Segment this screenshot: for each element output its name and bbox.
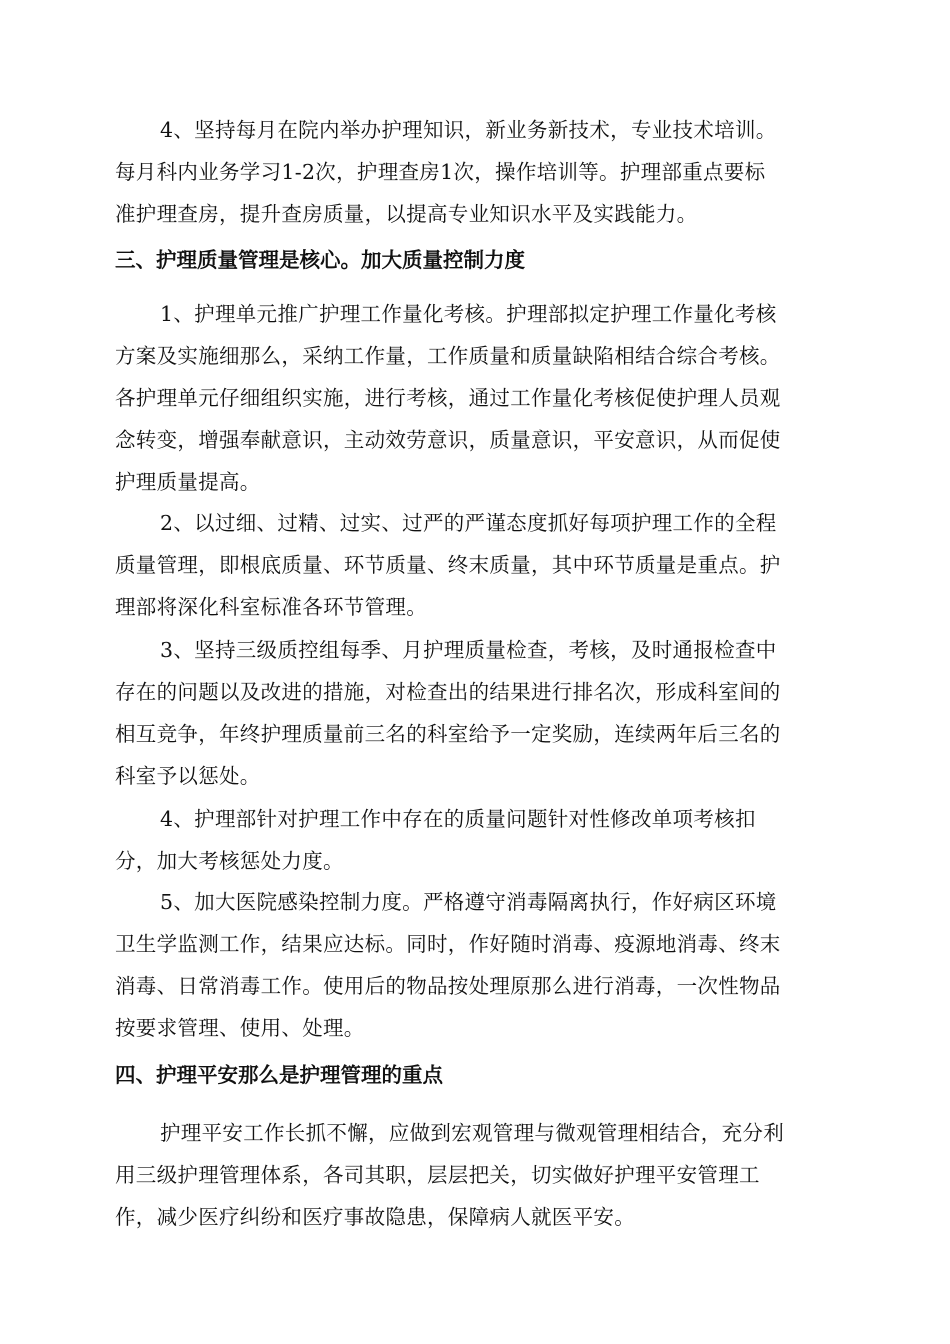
text-line: 每月科内业务学习1-2次，护理查房1次，操作培训等。护理部重点要标 (115, 160, 766, 184)
text-line: 4、护理部针对护理工作中存在的质量问题针对性修改单项考核扣 (160, 807, 756, 831)
text-line: 各护理单元仔细组织实施，进行考核，通过工作量化考核促使护理人员观 (115, 386, 781, 410)
paragraph-training-4 (115, 112, 835, 233)
paragraph-quality-5 (115, 884, 835, 1047)
text-line: 质量管理，即根底质量、环节质量、终末质量，其中环节质量是重点。护 (115, 553, 781, 577)
text-line: 卫生学监测工作，结果应达标。同时，作好随时消毒、疫源地消毒、终末 (115, 932, 781, 956)
text-line: 科室予以惩处。 (115, 764, 261, 788)
text-line: 1、护理单元推广护理工作量化考核。护理部拟定护理工作量化考核 (160, 302, 777, 326)
text-line: 方案及实施细那么，采纳工作量，工作质量和质量缺陷相结合综合考核。 (115, 344, 781, 368)
text-line: 按要求管理、使用、处理。 (115, 1016, 365, 1040)
text-line: 作，减少医疗纠纷和医疗事故隐患，保障病人就医平安。 (115, 1205, 635, 1229)
text-line: 用三级护理管理体系，各司其职，层层把关，切实做好护理平安管理工 (115, 1163, 760, 1187)
text-line: 准护理查房，提升查房质量，以提高专业知识水平及实践能力。 (115, 202, 698, 226)
section-heading-3: 三、护理质量管理是核心。加大质量控制力度 (115, 248, 525, 272)
text-line: 3、坚持三级质控组每季、月护理质量检查，考核，及时通报检查中 (160, 638, 777, 662)
paragraph-safety (115, 1115, 835, 1236)
text-line: 分，加大考核惩处力度。 (115, 849, 344, 873)
section-heading-4: 四、护理平安那么是护理管理的重点 (115, 1063, 443, 1087)
paragraph-quality-1 (115, 296, 835, 501)
text-line: 2、以过细、过精、过实、过严的严谨态度抓好每项护理工作的全程 (160, 511, 777, 535)
text-line: 相互竞争，年终护理质量前三名的科室给予一定奖励，连续两年后三名的 (115, 722, 781, 746)
text-line: 理部将深化科室标准各环节管理。 (115, 595, 427, 619)
text-line: 5、加大医院感染控制力度。严格遵守消毒隔离执行，作好病区环境 (160, 890, 777, 914)
text-line: 消毒、日常消毒工作。使用后的物品按处理原那么进行消毒，一次性物品 (115, 974, 781, 998)
text-line: 护理平安工作长抓不懈，应做到宏观管理与微观管理相结合，充分利 (160, 1121, 784, 1145)
paragraph-quality-2 (115, 505, 835, 626)
paragraph-quality-4 (115, 801, 835, 880)
text-line: 念转变，增强奉献意识，主动效劳意识，质量意识，平安意识，从而促使 (115, 428, 781, 452)
text-line: 存在的问题以及改进的措施，对检查出的结果进行排名次，形成科室间的 (115, 680, 781, 704)
paragraph-quality-3 (115, 632, 835, 795)
text-line: 护理质量提高。 (115, 470, 261, 494)
text-line: 4、坚持每月在院内举办护理知识，新业务新技术，专业技术培训。 (160, 118, 777, 142)
